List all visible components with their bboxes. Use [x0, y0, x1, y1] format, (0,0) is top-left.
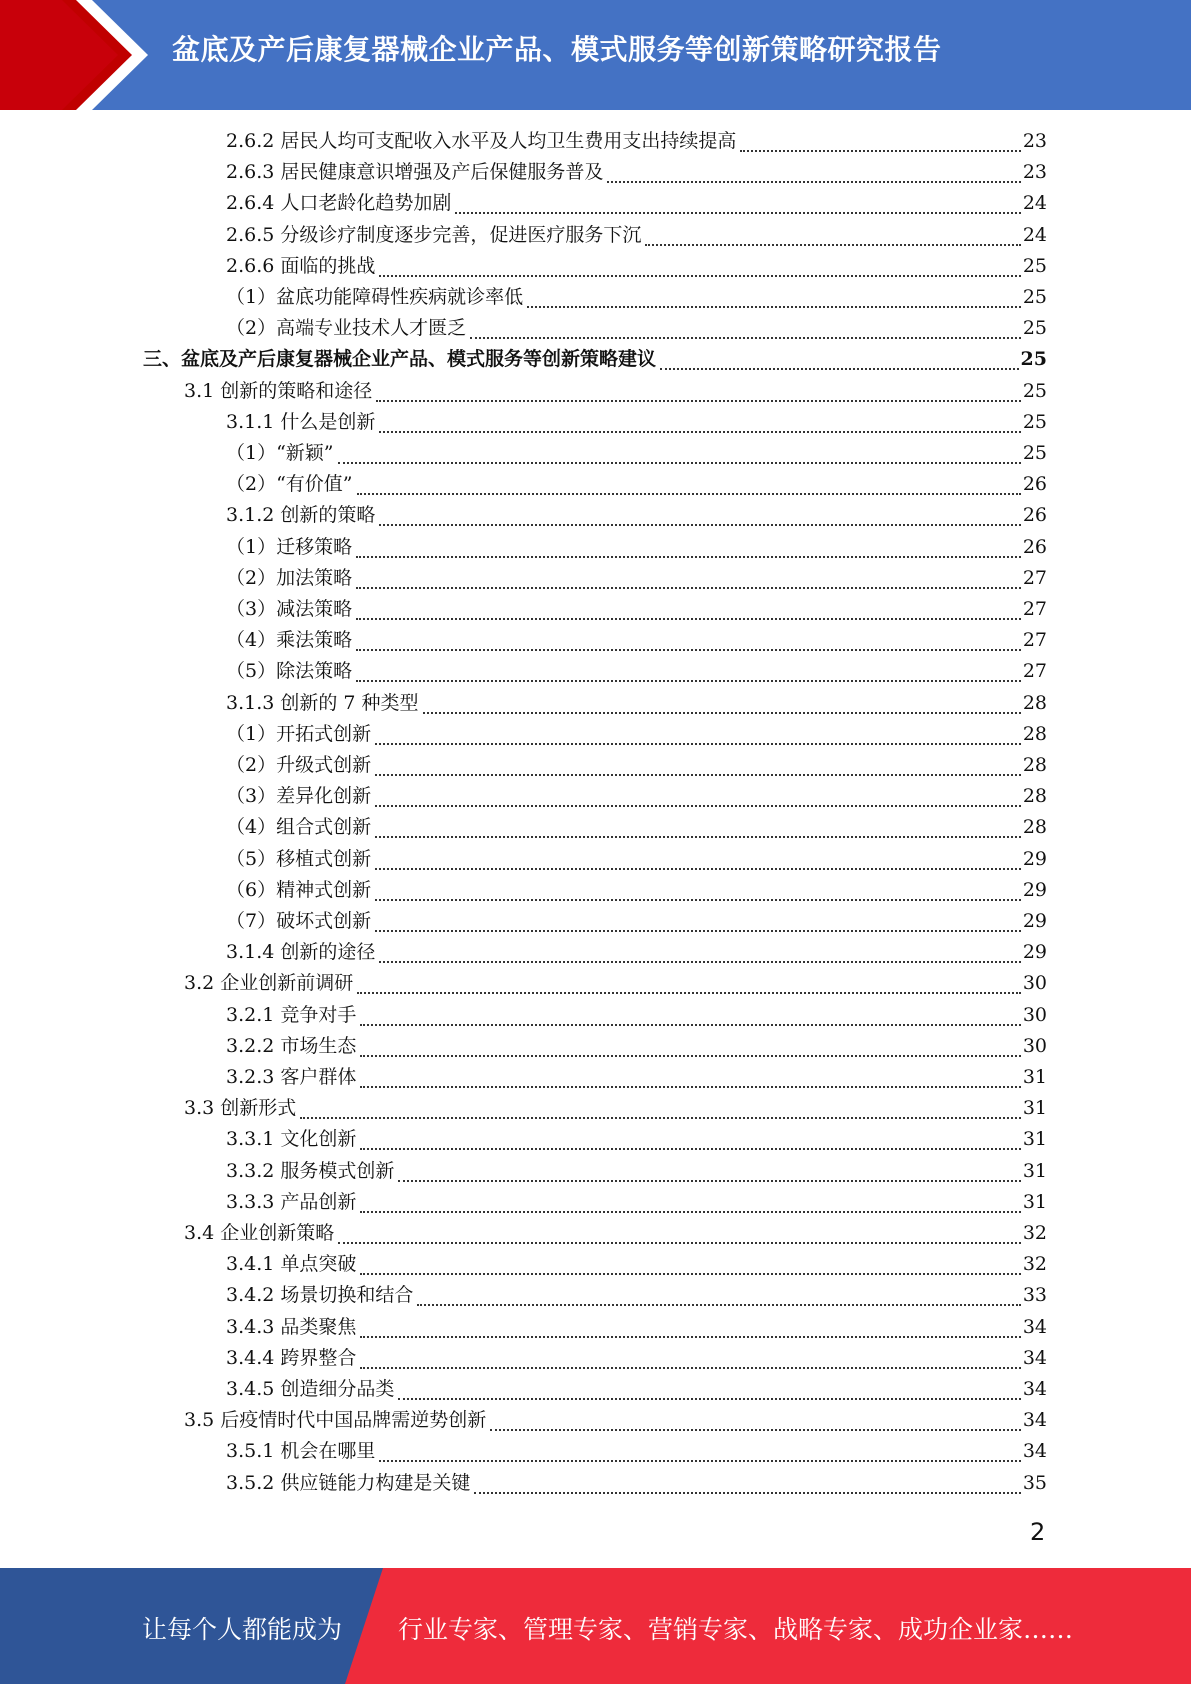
- toc-entry[interactable]: [226, 1124, 1047, 1155]
- toc-entry-page: 34: [1022, 1440, 1047, 1463]
- toc-entry-label: 3.4 企业创新策略: [184, 1222, 335, 1244]
- toc-entry-label: 2.6.6 面临的挑战: [226, 254, 376, 277]
- toc-dot-leader: [398, 1398, 1020, 1400]
- toc-entry[interactable]: [184, 1093, 1047, 1124]
- toc-entry-page: 34: [1022, 1378, 1047, 1400]
- toc-entry-page: 23: [1022, 161, 1047, 184]
- toc-dot-leader: [474, 1492, 1020, 1494]
- toc-entry-page: 28: [1022, 754, 1047, 776]
- toc-entry-page: 25: [1022, 379, 1047, 402]
- toc-entry-page: 30: [1022, 1034, 1047, 1057]
- toc-dot-leader: [527, 306, 1021, 308]
- toc-entry-page: 28: [1022, 816, 1047, 839]
- toc-dot-leader: [379, 524, 1020, 526]
- toc-entry-label: 2.6.4 人口老龄化趋势加剧: [226, 192, 452, 215]
- toc-entry-label: （2）“有价值”: [226, 473, 353, 496]
- toc-entry-page: 25: [1022, 254, 1047, 277]
- toc-entry-label: 3.4.4 跨界整合: [226, 1346, 357, 1369]
- toc-entry[interactable]: [226, 1312, 1047, 1343]
- toc-dot-leader: [375, 899, 1021, 901]
- toc-entry-label: （6）精神式创新: [226, 878, 372, 901]
- toc-dot-leader: [455, 212, 1020, 214]
- toc-dot-leader: [375, 836, 1021, 838]
- toc-entry-label: 3.2 企业创新前调研: [184, 972, 354, 995]
- toc-dot-leader: [423, 712, 1021, 714]
- toc-entry-page: 32: [1022, 1222, 1047, 1244]
- toc-entry-label: （2）升级式创新: [226, 754, 372, 776]
- toc-entry[interactable]: [226, 781, 1047, 812]
- toc-dot-leader: [338, 1242, 1021, 1244]
- toc-entry-page: 25: [1022, 286, 1047, 308]
- toc-dot-leader: [357, 493, 1021, 495]
- toc-entry-label: 3.5.2 供应链能力构建是关键: [226, 1471, 471, 1494]
- toc-entry[interactable]: [226, 282, 1047, 313]
- toc-entry[interactable]: [143, 344, 1047, 375]
- footer-slogan-right: 行业专家、管理专家、营销专家、战略专家、成功企业家……: [398, 1615, 1074, 1644]
- toc-entry[interactable]: [226, 719, 1047, 750]
- toc-dot-leader: [300, 1117, 1021, 1119]
- toc-entry-label: 3.3.1 文化创新: [226, 1128, 357, 1151]
- toc-dot-leader: [338, 462, 1021, 464]
- toc-dot-leader: [470, 337, 1021, 339]
- toc-dot-leader: [356, 618, 1021, 620]
- toc-entry[interactable]: [226, 438, 1047, 469]
- toc-entry[interactable]: [226, 688, 1047, 719]
- toc-entry-page: 27: [1022, 566, 1047, 589]
- toc-dot-leader: [417, 1304, 1020, 1306]
- toc-entry[interactable]: [226, 1062, 1047, 1093]
- toc-entry-label: 3.2.2 市场生态: [226, 1034, 357, 1057]
- toc-entry-label: （1）盆底功能障碍性疾病就诊率低: [226, 286, 524, 308]
- toc-entry-page: 32: [1022, 1253, 1047, 1276]
- toc-dot-leader: [360, 1336, 1020, 1338]
- toc-entry[interactable]: [226, 844, 1047, 875]
- toc-entry[interactable]: [226, 1436, 1047, 1467]
- toc-entry-page: 29: [1022, 941, 1047, 964]
- toc-entry-page: 31: [1022, 1128, 1047, 1151]
- toc-dot-leader: [376, 400, 1021, 402]
- footer-slogan-left: 让每个人都能成为: [142, 1615, 343, 1644]
- toc-dot-leader: [645, 244, 1020, 246]
- toc-dot-leader: [360, 1367, 1020, 1369]
- toc-entry[interactable]: [226, 875, 1047, 906]
- toc-dot-leader: [379, 961, 1020, 963]
- toc-entry-label: 3.1.3 创新的 7 种类型: [226, 691, 419, 714]
- toc-entry-page: 33: [1022, 1284, 1047, 1307]
- toc-entry-page: 26: [1022, 473, 1047, 496]
- toc-entry-page: 24: [1022, 192, 1047, 215]
- toc-entry[interactable]: [226, 469, 1047, 500]
- toc-entry-label: 3.4.3 品类聚焦: [226, 1315, 357, 1338]
- toc-entry[interactable]: [226, 1343, 1047, 1374]
- toc-entry-page: 31: [1022, 1159, 1047, 1182]
- toc-entry[interactable]: [226, 937, 1047, 968]
- toc-entry-page: 30: [1022, 1003, 1047, 1026]
- toc-entry-page: 28: [1022, 722, 1047, 745]
- toc-entry-label: （5）移植式创新: [226, 847, 372, 870]
- toc-dot-leader: [375, 868, 1021, 870]
- toc-entry-page: 28: [1022, 691, 1047, 714]
- toc-entry[interactable]: [226, 188, 1047, 219]
- toc-entry-page: 26: [1022, 504, 1047, 527]
- toc-dot-leader: [740, 150, 1020, 152]
- toc-entry[interactable]: [226, 1000, 1047, 1031]
- toc-entry-page: 34: [1022, 1346, 1047, 1369]
- toc-entry-page: 34: [1022, 1315, 1047, 1338]
- toc-dot-leader: [360, 1273, 1020, 1275]
- toc-entry-page: 30: [1022, 972, 1047, 995]
- toc-entry[interactable]: [226, 532, 1047, 563]
- toc-entry[interactable]: [226, 313, 1047, 344]
- toc-entry-label: 3.4.1 单点突破: [226, 1253, 357, 1276]
- toc-entry-label: 2.6.3 居民健康意识增强及产后保健服务普及: [226, 161, 604, 184]
- toc-dot-leader: [360, 1211, 1020, 1213]
- toc-dot-leader: [375, 774, 1021, 776]
- toc-entry-page: 27: [1022, 629, 1047, 652]
- toc-dot-leader: [356, 587, 1021, 589]
- toc-entry-label: 2.6.5 分级诊疗制度逐步完善，促进医疗服务下沉: [226, 223, 642, 246]
- toc-entry-page: 25: [1020, 348, 1047, 371]
- toc-dot-leader: [360, 1055, 1020, 1057]
- toc-entry-label: 2.6.2 居民人均可支配收入水平及人均卫生费用支出持续提高: [226, 130, 737, 152]
- toc-dot-leader: [360, 1024, 1020, 1026]
- toc-dot-leader: [360, 1148, 1020, 1150]
- toc-entry-page: 27: [1022, 598, 1047, 620]
- toc-entry-page: 25: [1022, 442, 1047, 464]
- toc-entry[interactable]: [226, 1280, 1047, 1311]
- toc-entry[interactable]: [226, 625, 1047, 656]
- toc-entry[interactable]: [226, 157, 1047, 188]
- page-number: 2: [1030, 1518, 1046, 1546]
- toc-dot-leader: [379, 275, 1020, 277]
- toc-entry-page: 26: [1022, 535, 1047, 558]
- toc-entry-page: 29: [1022, 910, 1047, 932]
- toc-entry-label: （2）加法策略: [226, 566, 353, 589]
- toc-dot-leader: [356, 649, 1021, 651]
- toc-dot-leader: [375, 743, 1021, 745]
- toc-dot-leader: [379, 1460, 1020, 1462]
- toc-entry[interactable]: [226, 1156, 1047, 1187]
- toc-entry-label: 3.1.4 创新的途径: [226, 941, 376, 964]
- toc-entry-label: 3.5 后疫情时代中国品牌需逆势创新: [184, 1409, 487, 1432]
- toc-entry-page: 25: [1022, 317, 1047, 340]
- toc-entry-page: 23: [1022, 130, 1047, 152]
- toc-entry[interactable]: [184, 1405, 1047, 1436]
- toc-entry-page: 29: [1022, 878, 1047, 901]
- toc-entry-label: 3.3.2 服务模式创新: [226, 1159, 395, 1182]
- toc-entry-label: 3.2.3 客户群体: [226, 1066, 357, 1088]
- toc-entry-label: 3.1.2 创新的策略: [226, 504, 376, 527]
- toc-dot-leader: [357, 992, 1021, 994]
- toc-entry[interactable]: [184, 376, 1047, 407]
- toc-entry[interactable]: [226, 563, 1047, 594]
- footer-banner: [0, 1568, 1191, 1684]
- toc-entry-label: （1）开拓式创新: [226, 722, 372, 745]
- toc-entry-label: （4）组合式创新: [226, 816, 372, 839]
- toc-entry[interactable]: [226, 251, 1047, 282]
- toc-entry-label: （4）乘法策略: [226, 629, 353, 652]
- toc-entry-label: （7）破坏式创新: [226, 910, 372, 932]
- toc-entry[interactable]: [226, 126, 1047, 157]
- toc-entry-label: （1）“新颖”: [226, 442, 334, 464]
- toc-dot-leader: [375, 805, 1021, 807]
- toc-entry[interactable]: [226, 1468, 1047, 1499]
- toc-dot-leader: [356, 680, 1021, 682]
- toc-entry-page: 31: [1022, 1097, 1047, 1120]
- toc-entry-page: 31: [1022, 1190, 1047, 1213]
- toc-dot-leader: [660, 368, 1019, 370]
- report-title: 盆底及产后康复器械企业产品、模式服务等创新策略研究报告: [172, 33, 942, 66]
- toc-entry[interactable]: [226, 500, 1047, 531]
- toc-entry-page: 34: [1022, 1409, 1047, 1432]
- toc-entry[interactable]: [226, 220, 1047, 251]
- toc-entry-label: 3.2.1 竞争对手: [226, 1003, 357, 1026]
- toc-entry[interactable]: [184, 1218, 1047, 1249]
- toc-entry[interactable]: [226, 750, 1047, 781]
- toc-entry-label: 三、盆底及产后康复器械企业产品、模式服务等创新策略建议: [143, 348, 657, 371]
- toc-dot-leader: [356, 556, 1021, 558]
- toc-entry-label: （3）减法策略: [226, 598, 353, 620]
- toc-entry[interactable]: [226, 656, 1047, 687]
- toc-entry-label: （1）迁移策略: [226, 535, 353, 558]
- toc-entry-page: 31: [1022, 1066, 1047, 1088]
- toc-entry[interactable]: [226, 1031, 1047, 1062]
- toc-entry-label: 3.4.2 场景切换和结合: [226, 1284, 414, 1307]
- toc-entry[interactable]: [184, 968, 1047, 999]
- toc-entry[interactable]: [226, 812, 1047, 843]
- toc-dot-leader: [375, 930, 1021, 932]
- toc-entry-page: 28: [1022, 785, 1047, 808]
- toc-entry-label: 3.4.5 创造细分品类: [226, 1378, 395, 1400]
- toc-entry-page: 25: [1022, 410, 1047, 433]
- toc-dot-leader: [398, 1180, 1020, 1182]
- toc-entry-label: （2）高端专业技术人才匮乏: [226, 317, 467, 340]
- toc-entry[interactable]: [226, 594, 1047, 625]
- toc-entry-page: 24: [1022, 223, 1047, 246]
- toc-entry-label: 3.3.3 产品创新: [226, 1190, 357, 1213]
- toc-dot-leader: [379, 431, 1020, 433]
- toc-dot-leader: [360, 1086, 1020, 1088]
- toc-entry[interactable]: [226, 407, 1047, 438]
- toc-entry-label: 3.3 创新形式: [184, 1097, 297, 1120]
- toc-entry-label: 3.1 创新的策略和途径: [184, 379, 373, 402]
- toc-dot-leader: [607, 181, 1020, 183]
- toc-entry[interactable]: [226, 1374, 1047, 1405]
- toc-entry-page: 35: [1022, 1471, 1047, 1494]
- toc-entry-page: 29: [1022, 847, 1047, 870]
- toc-entry-label: （3）差异化创新: [226, 785, 372, 808]
- toc-entry-label: 3.1.1 什么是创新: [226, 410, 376, 433]
- toc-entry[interactable]: [226, 906, 1047, 937]
- toc-entry[interactable]: [226, 1249, 1047, 1280]
- toc-entry-label: 3.5.1 机会在哪里: [226, 1440, 376, 1463]
- toc-entry-page: 27: [1022, 660, 1047, 683]
- header-banner: [0, 0, 1191, 110]
- toc-entry[interactable]: [226, 1187, 1047, 1218]
- toc-dot-leader: [490, 1429, 1021, 1431]
- toc-entry-label: （5）除法策略: [226, 660, 353, 683]
